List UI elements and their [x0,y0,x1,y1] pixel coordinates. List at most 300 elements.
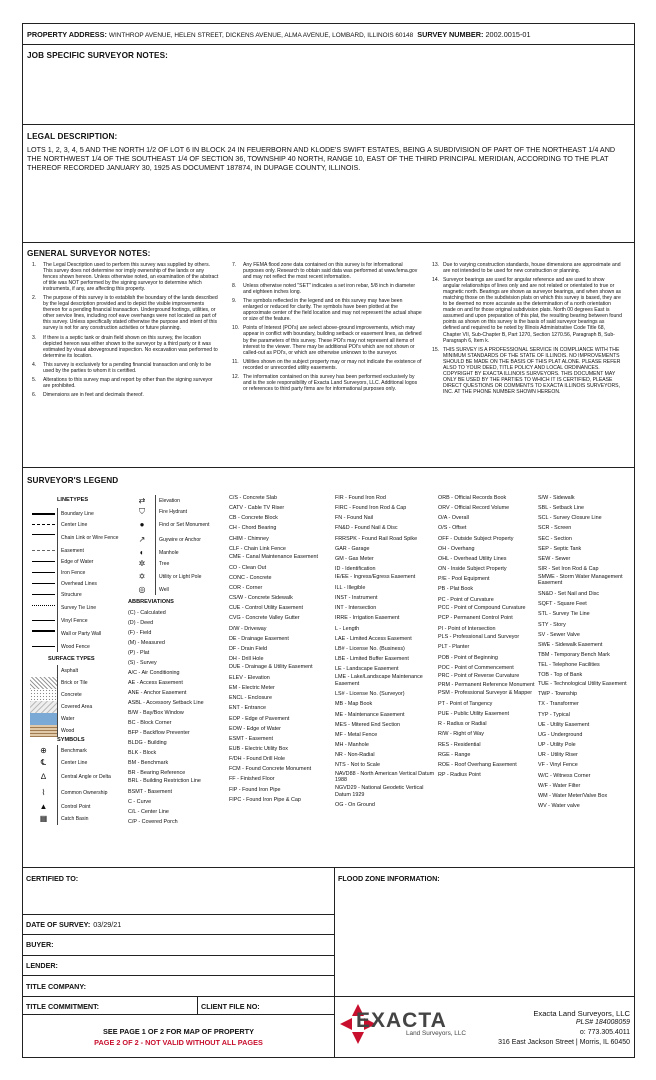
abbr-item: FF - Finished Floor [229,776,275,783]
symbol-label: Center Line [61,760,88,766]
surface-swatch [30,725,58,737]
symbol-row [30,785,125,801]
lender-row [22,956,335,976]
surface-row [30,689,125,701]
abbr-item: PB - Plat Book [438,586,474,593]
abbreviations-label: ABBREVIATIONS [128,599,174,605]
abbr-item: SEW - Sewer [538,555,571,562]
note-text: The purpose of this survey is to establish the boundary of the lands described by the legal description provided and to depict the visible improvements thereon for a pending financial transaction. Underground footings, utilities, or other service lines, including roof eave overhangs were not located as part of this survey. Unless specifically stated otherwise the purpose and intent of this survey is not for any construction activities or future planning. [43,295,218,332]
note-number: 10. [232,325,240,332]
abbr-item: LME - Lake/Landscape Maintenance Easement [335,674,423,687]
abbr-item: PCP - Permanent Control Point [438,615,513,622]
linetype-sample [30,508,58,519]
abbr-item: ASBL - Accessory Setback Line [128,700,204,706]
abbr-item: DE - Drainage Easement [229,635,289,642]
note-number: 11. [232,358,239,365]
abbr-item: UP - Utility Pole [538,742,576,749]
linetype-row [30,626,125,641]
abbr-item: (P) - Plat [128,650,150,656]
abbr-item: OG - On Ground [335,802,375,809]
abbr-item: EOP - Edge of Pavement [229,715,290,722]
abbr-item: TUE - Technological Utility Easement [538,680,627,687]
abbr-item: (M) - Measured [128,640,165,646]
abbr-item: DUE - Drainage & Utility Easement [229,664,313,671]
symbol2-label: Manhole [159,549,179,556]
symbol2-label: Find or Set Monument [159,521,210,528]
symbol2-icon: ◐ [129,547,156,558]
symbol2-row [129,517,219,532]
line-stroke [32,646,55,647]
symbol-label: Benchmark [61,748,87,754]
abbr-item: PLS - Professional Land Surveyor [438,633,520,640]
abbr-item: EM - Electric Meter [229,685,275,692]
abbr-item: PCC - Point of Compound Curvature [438,604,526,611]
linetype-sample [30,600,58,615]
linetype-row [30,519,125,530]
abbr-item: FN&D - Found Nail & Disc [335,525,398,532]
linetype-label: Structure [61,591,82,598]
symbol-label: Central Angle or Delta [61,774,111,780]
abbr-item: CVG - Concrete Valley Gutter [229,615,300,622]
abbr-item: W/C - Witness Corner [538,772,591,779]
line-stroke [32,524,55,525]
property-address: WINTHROP AVENUE, HELEN STREET, DICKENS AVENUE, ALMA AVENUE, LOMBARD, ILLINOIS 60148 [108,32,414,39]
general-notes-label: GENERAL SURVEYOR NOTES: [27,249,151,258]
date-field [26,920,121,929]
abbr-item: CLF - Chain Link Fence [229,545,286,552]
symbol2-icon: ◎ [129,584,156,595]
symbol2-icon: ↗ [129,532,156,547]
note-item [232,262,422,280]
abbr-item: SCL - Survey Closure Line [538,515,602,522]
abbr-item: INT - Intersection [335,605,377,612]
abbr-item: P/E - Pool Equipment [438,576,490,583]
linetypes-label: LINETYPES [57,497,89,503]
note-number: 6. [32,391,37,398]
note-item [232,283,422,295]
abbr-item: RES - Residential [438,741,481,748]
symbol-row [30,757,125,769]
abbr-item: IRRE - Irrigation Easement [335,615,400,622]
abbr-item: A/C - Air Conditioning [128,670,180,676]
note-text: The information contained on this survey has been performed exclusively by and is the sole responsibility of Exacta Land Surveyors, LLC. Additional logos or references to third party firms are for informational purposes only. [243,373,418,392]
abbr-item: LB# - License No. (Business) [335,645,405,652]
abbr-item: TBM - Temporary Bench Mark [538,652,610,659]
notes-column-3 [432,262,622,398]
linetype-sample [30,519,58,530]
abbr-item: ORB - Official Records Book [438,495,507,501]
abbr-item: GAR - Garage [335,545,370,552]
symbol2-row [129,495,219,506]
abbr-item: BC - Block Corner [128,720,172,726]
note-text: Unless otherwise noted "SET" indicates a set iron rebar, 5/8 inch in diameter and eighteen inches long. [243,283,416,296]
page-note: PAGE 2 OF 2 - NOT VALID WITHOUT ALL PAGES [94,1038,263,1047]
abbr-item: SN&D - Set Nail and Disc [538,591,600,598]
abbr-item: L - Length [335,625,360,632]
note-text: Points of Interest (POI's) are select above-ground improvements, which may appear in conflict with boundary, building setback or easement lines, as defined by the parameters of this survey. These POI's may not represent all items of interest to the viewer. There may be additional POI's which are not shown or called-out as POI's, or which are otherwise unknown to the surveyor. [243,325,422,356]
note-number: 9. [232,298,237,305]
symbol2-row [129,532,219,547]
note-text: Any FEMA flood zone data contained on this survey is for informational purposes only. Research to obtain said data was performed at www.fema.gov and may not reflect the most recent information. [243,262,418,281]
legal-label: LEGAL DESCRIPTION: [27,132,118,141]
line-stroke [32,620,55,621]
note-text: THIS SURVEY IS A PROFESSIONAL SERVICE IN COMPLIANCE WITH THE MINIMUM STANDARDS OF THE STATE OF ILLINOIS. NO IMPROVEMENTS SHOULD BE MADE ON THE BASIS OF THIS PLAT ALONE. PLEASE REFER ALSO TO YOUR DEED, TITLE POLICY AND LOCAL ORDINANCES. COPYRIGHT BY EXACTA ILLINOIS SURVEYORS. THIS DOCUMENT MAY ONLY BE USED BY THE PARTIES TO WHICH IT IS CERTIFIED, PLEASE DIRECT QUESTIONS OR COMMENTS TO EXACTA ILLINOIS SURVEYORS, INC. AT THE PHONE NUMBER SHOWN HEREON. [443,346,621,395]
footer-left [22,1015,335,1058]
note-number: 8. [232,283,237,290]
abbr-item: ID - Identification [335,566,376,573]
symbol2-label: Well [159,586,169,593]
title-company-row [22,976,635,997]
surface-label: Water [61,716,75,722]
company-phone: o: 773.305.4011 [579,1029,630,1036]
note-number: 2. [32,295,37,302]
abbr-item: CME - Canal Maintenance Easement [229,553,318,560]
header-bar [22,23,635,45]
abbr-item: FIPC - Found Iron Pipe & Cap [229,796,301,803]
abbr-column-1 [229,493,331,805]
survey-number: 2002.0015-01 [485,30,531,39]
abbr-item: PSM - Professional Surveyor & Mapper [438,690,533,697]
abbr-item: C - Curve [128,798,152,805]
abbr-item: ENCL - Enclosure [229,695,272,702]
abbr-item: ELEV - Elevation [229,674,270,681]
symbol-label: Control Point [61,804,91,810]
client-file-label: CLIENT FILE NO: [201,1002,260,1011]
abbr-item: WV - Water valve [538,802,580,809]
symbol-row [30,813,125,825]
line-stroke [32,594,55,595]
certified-label: CERTIFIED TO: [26,874,79,883]
symbol2-icon: ● [129,517,156,532]
symbol-icon: ▲ [30,801,58,813]
abbr-item: OFF - Outside Subject Property [438,535,514,542]
abbr-item: CHIM - Chimney [229,535,269,542]
note-text: If there is a septic tank or drain field shown on this survey, the location depicted hereon was either shown to the surveyor by a third party or it was estimated by visual aboveground inspection. No excavation was performed to determine its location. [43,334,218,359]
abbr-item: POC - Point of Commencement [438,664,514,671]
abbr-item: BRL - Building Restriction Line [128,778,201,784]
abbr-item: FN - Found Nail [335,515,374,522]
buyer-label: BUYER: [26,940,54,949]
linetype-sample [30,626,58,641]
linetype-sample [30,530,58,545]
abbr-item: (S) - Survey [128,660,157,666]
surface-types-label: SURFACE TYPES [48,656,95,662]
abbr-item: DF - Drain Field [229,645,268,652]
abbr-item: SMWE - Storm Water Management Easement [538,574,623,587]
abbr-item: ME - Maintenance Easement [335,711,405,718]
linetype-label: Iron Fence [61,569,86,576]
abbr-item: ENT - Entrance [229,705,267,712]
abbr-item: C/P - Covered Porch [128,818,178,825]
symbol2-label: Tree [159,560,170,567]
abbr-item: PLT - Planter [438,644,470,651]
abbr-item: RGE - Range [438,751,471,758]
note-number: 15. [432,346,440,353]
line-stroke [32,583,55,584]
abbr-column-3 [438,493,536,780]
abbr-item: CO - Clean Out [229,564,267,571]
abbr-item: UE - Utility Easement [538,721,590,728]
abbr-item: UR - Utility Riser [538,752,578,759]
lender-label: LENDER: [26,961,58,970]
abbr-item: SEP - Septic Tank [538,545,582,552]
abbr-item: SCR - Screen [538,525,572,532]
property-address-label: PROPERTY ADDRESS: [27,30,107,39]
linetype-label: Boundary Line [61,510,94,517]
linetype-label: Wood Fence [61,643,90,650]
linetype-row [30,545,125,556]
abbr-item: PRC - Point of Reverse Curvature [438,672,520,679]
symbol-row [30,745,125,757]
note-item [32,362,220,374]
company-pls: PLS# 184008059 [575,1019,630,1026]
abbr-item: SWE - Sidewalk Easement [538,641,603,648]
note-number: 4. [32,361,37,368]
abbr-item: ESMT - Easement [229,735,273,742]
abbr-item: C/L - Center Line [128,808,169,815]
abbr-item: OH - Overhang [438,545,475,552]
abbr-item: BSMT - Basement [128,788,172,795]
note-item [232,374,422,392]
surface-label: Concrete [61,692,82,698]
abbr-item: POB - Point of Beginning [438,654,498,661]
abbr-item: LBE - Limited Buffer Easement [335,656,409,663]
surface-row [30,665,125,677]
note-number: 14. [432,277,440,284]
surface-row [30,701,125,713]
abbr-item: IE/EE - Ingress/Egress Easement [335,574,416,581]
abbr-item: GM - Gas Meter [335,555,374,562]
abbr-item: PC - Point of Curvature [438,596,494,603]
abbr-item: FIR - Found Iron Rod [335,495,386,501]
linetype-row [30,556,125,567]
abbr-item: BLDG - Building [128,740,167,746]
abbr-item: FIP - Found Iron Pipe [229,786,281,793]
linetype-label: Wall or Party Wall [61,630,102,637]
abbr-item: ILL - Illegible [335,584,366,591]
linetype-label: Overhead Lines [61,580,97,587]
abbr-item: SQFT - Square Feet [538,601,587,608]
abbr-item: PUE - Public Utility Easement [438,711,509,718]
abbr-item: FRRSPK - Found Rail Road Spike [335,535,418,542]
note-number: 12. [232,373,240,380]
symbol-row [30,801,125,813]
symbol2-icon: ✲ [129,558,156,569]
symbol2-label: Fire Hydrant [159,508,188,515]
abbr-item: ON - Inside Subject Property [438,566,507,573]
abbr-item: NAVD88 - North American Vertical Datum 1988 [335,770,435,783]
surface-swatch [30,713,58,725]
abbr-item: W/F - Water Filter [538,782,581,789]
linetype-row [30,567,125,578]
note-text: This survey is exclusively for a pending financial transaction and only to be used by the parties to whom it is certified. [43,361,212,374]
title-company-label: TITLE COMPANY: [26,982,87,991]
note-number: 1. [32,262,37,268]
surface-row [30,725,125,737]
abbr-item: PT - Point of Tangency [438,701,493,708]
abbr-item: MB - Map Book [335,701,373,708]
abbr-item: NTS - Not to Scale [335,762,380,769]
surface-swatch [30,701,58,713]
flood-label: FLOOD ZONE INFORMATION: [338,874,440,883]
linetype-sample [30,615,58,626]
symbol2-row [129,558,219,569]
legend-label: SURVEYOR'S LEGEND [27,476,119,485]
abbr-item: TYP - Typical [538,711,570,718]
note-item [32,295,220,331]
job-notes-label: JOB SPECIFIC SURVEYOR NOTES: [27,51,168,60]
note-item [32,392,220,398]
symbol-label: Common Ownership [61,790,108,796]
abbr-item: SIR - Set Iron Rod & Cap [538,566,599,573]
abbr-item: B/W - Bay/Box Window [128,710,184,716]
abbr-item: TX - Transformer [538,701,579,708]
abbr-item: RP - Radius Point [438,772,481,779]
abbr-item: SEC - Section [538,535,572,542]
abbr-item: C/S - Concrete Slab [229,495,277,501]
abbr-item: CS/W - Concrete Sidewalk [229,595,293,602]
abbr-item: DH - Drill Hole [229,656,264,663]
linetype-label: Center Line [61,521,88,528]
note-item [32,335,220,359]
abbr-item: COR - Corner [229,584,263,591]
company-name: Exacta Land Surveyors, LLC [533,1009,630,1018]
abbr-item: ANE - Anchor Easement [128,690,187,696]
note-item [432,347,622,395]
surface-label: Brick or Tile [61,680,88,686]
linetype-row [30,615,125,626]
linetype-row [30,600,125,615]
surface-label: Wood [61,728,75,734]
note-text: Alterations to this survey map and report by other than the signing surveyor are prohibited. [43,376,213,389]
notes-column-2 [232,262,422,395]
abbr-column-0 [128,608,204,827]
abbr-item: ORV - Official Record Volume [438,505,510,512]
note-number: 5. [32,376,37,383]
abbr-item: INST - Instrument [335,595,378,602]
line-stroke [32,561,55,562]
symbol-row [30,769,125,785]
line-stroke [32,605,55,606]
abbr-item: (F) - Field [128,630,152,636]
note-number: 7. [232,262,237,268]
linetype-label: Vinyl Fence [61,617,88,624]
abbr-item: EOW - Edge of Water [229,725,281,732]
note-text: Surveyor bearings are used for angular reference and are used to show angular relationships of lines only and are not related or orientated to true or magnetic north. Bearings are shown as surveyor bearings, and when shown as matching those on the subdivision plats on which this survey is based, they are to be deemed no more accurate as the determination of a north orientation made on and for those original subdivision plats. North 00 degrees East is assumed and upon preparation of this plat, the resulting bearing between found points as shown on this survey is the basis of said surveyor bearings as defined and required to be noted by Illinois Administrative Code Title 68, Chapter VII, Sub-Chapter B, Part 1270, Section 1270.56, Paragraph B, Sub-Paragraph 6, Item k. [443,277,622,344]
abbr-item: CATV - Cable TV Riser [229,505,285,512]
symbol-icon: ℄ [30,757,58,769]
symbol-icon: ∆ [30,769,58,785]
symbol2-label: Elevation [159,497,180,504]
logo-text: EXACTA [356,1009,447,1032]
symbol2-icon: ⇄ [129,495,156,506]
note-item [432,262,622,274]
abbr-item: CH - Chord Bearing [229,525,277,532]
note-item [232,359,422,371]
symbol-icon: ▦ [30,813,58,825]
abbr-item: (C) - Calculated [128,610,166,616]
symbols-label: SYMBOLS [57,737,85,743]
symbol2-icon: ✡ [129,569,156,584]
abbr-item: TWP - Township [538,691,578,698]
surface-swatch [30,665,58,677]
linetype-label: Edge of Water [61,558,94,565]
abbr-item: BM - Benchmark [128,760,169,766]
abbr-item: TOB - Top of Bank [538,672,583,679]
linetype-sample [30,556,58,567]
abbr-item: R/W - Right of Way [438,731,484,738]
abbr-item: FCM - Found Concrete Monument [229,766,312,773]
date-value: 03/29/21 [93,920,122,929]
surface-row [30,713,125,725]
abbr-item: FIRC - Found Iron Rod & Cap [335,505,407,512]
abbr-item: PI - Point of Intersection [438,625,496,632]
abbr-item: STL - Survey Tie Line [538,611,590,618]
symbol2-row [129,569,219,584]
abbr-item: R - Radius or Radial [438,721,487,728]
abbr-item: F/DH - Found Drill Hole [229,756,286,763]
linetype-row [30,641,125,652]
linetype-label: Easement [61,547,84,554]
abbr-item: SBL - Setback Line [538,505,584,512]
abbr-item: WM - Water Meter/Valve Box [538,792,608,799]
line-stroke [32,572,55,573]
abbr-item: AE - Access Easement [128,680,183,686]
line-stroke [32,630,55,632]
note-text: The Legal Description used to perform this survey was supplied by others. This survey does not determine nor imply ownership of the lands or any fences shown hereon. Unless otherwise noted, an examination of the abstract of title was NOT performed by the signing surveyor to determine which instruments, if any, are affecting this property. [43,262,219,293]
linetype-sample [30,589,58,600]
job-notes-box [22,45,635,125]
legal-text: LOTS 1, 2, 3, 4, 5 AND THE NORTH 1/2 OF LOT 6 IN BLOCK 24 IN FEUERBORN AND KLODE'S SWIFT ESTATES, BEING A SUBDIVISION OF PART OF THE NORTHEAST 1/4 AND THE NORTHWEST 1/4 OF THE SOUTHEAST 1/4 OF SECTION 36, TOWNSHIP 40 NORTH, RANGE 10, EAST OF THE THIRD PRINCIPAL MERIDIAN, ACCORDING TO THE PLAT THEREOF RECORDED JANUARY 30, 1925 AS DOCUMENT 187874, IN DUPAGE COUNTY, ILLINOIS. [27,145,616,172]
abbr-item: SV - Sewer Valve [538,631,580,638]
note-text: The symbols reflected in the legend and on this survey may have been enlarged or reduced for clarity. The symbols have been plotted at the approximate center of the field location and may not represent the actual shape or size of the feature. [243,298,422,323]
abbr-item: TEL - Telephone Facilities [538,662,600,669]
see-page-note: SEE PAGE 1 OF 2 FOR MAP OF PROPERTY [103,1027,254,1036]
surface-swatch [30,689,58,701]
line-stroke [32,534,55,535]
logo-sub: Land Surveyors, LLC [406,1030,467,1037]
note-number: 3. [32,334,37,341]
symbol2-row [129,506,219,517]
abbr-item: MES - Mitered End Section [335,721,401,728]
abbr-item: BR - Bearing Reference [128,770,186,776]
linetype-sample [30,545,58,556]
abbr-item: MH - Manhole [335,742,369,749]
symbol2-label: Guywire or Anchor [159,536,201,543]
linetype-row [30,530,125,545]
surface-label: Asphalt [61,668,78,674]
abbr-item: CONC - Concrete [229,574,272,581]
linetype-sample [30,641,58,652]
note-item [232,325,422,355]
linetype-label: Chain Link or Wire Fence [61,534,119,541]
abbr-item: OHL - Overhead Utility Lines [438,555,507,562]
abbr-item: BLK - Block [128,750,157,756]
abbr-item: BFP - Backflow Preventer [128,730,190,736]
abbr-item: S/W - Sidewalk [538,495,575,501]
symbol-icon: ⊕ [30,745,58,757]
notes-column-1 [32,262,220,401]
linetype-row [30,589,125,600]
abbr-item: NR - Non-Radial [335,752,375,759]
symbol2-label: Utility or Light Pole [159,573,202,580]
date-label: DATE OF SURVEY: [26,920,91,929]
linetype-label: Survey Tie Line [61,604,97,611]
abbr-item: D/W - Driveway [229,625,267,632]
note-number: 13. [432,262,440,268]
note-item [32,377,220,389]
abbr-column-2 [335,493,435,810]
